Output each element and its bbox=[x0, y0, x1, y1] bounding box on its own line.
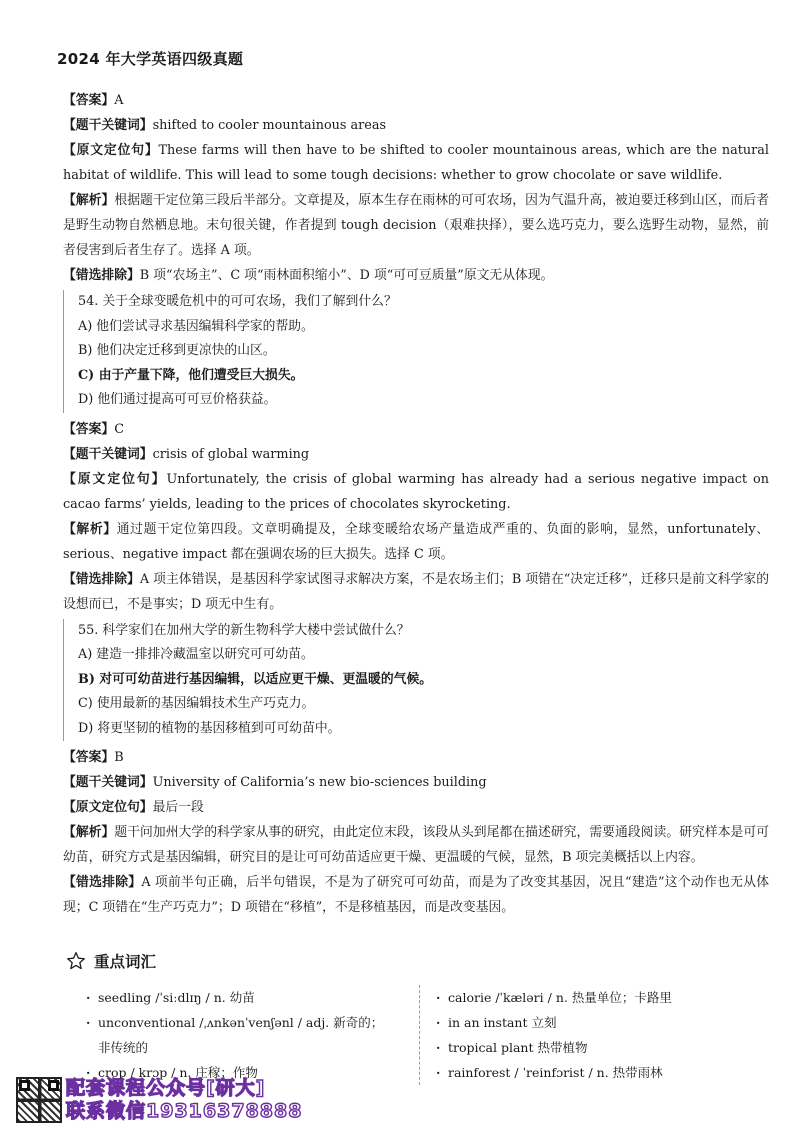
vocab-item: · crop / krɔp / n. 庄稼；作物 bbox=[86, 1060, 406, 1085]
elimination-paragraph bbox=[63, 567, 769, 617]
answer-paragraph bbox=[63, 88, 769, 113]
analysis-tag: 【解析】 bbox=[63, 193, 115, 208]
star-icon bbox=[66, 951, 86, 971]
question-stem: 55. 科学家们在加州大学的新生物科学大楼中尝试做什么？ bbox=[78, 622, 410, 638]
vocab-divider bbox=[419, 985, 420, 1085]
vocab-item: · in an instant 立刻 bbox=[436, 1010, 776, 1035]
question-54 bbox=[63, 290, 769, 413]
keyword-text: crisis of global warming bbox=[152, 446, 310, 462]
keyword-text: shifted to cooler mountainous areas bbox=[152, 118, 387, 133]
answer-text: C bbox=[114, 421, 124, 437]
analysis-tag: 【解析】 bbox=[63, 521, 117, 537]
vocab-item: · seedling /ˈsiːdlɪŋ / n. 幼苗 bbox=[86, 985, 406, 1010]
main-content bbox=[63, 88, 769, 920]
keyword-tag: 【题干关键词】 bbox=[63, 446, 153, 462]
keyword-tag: 【题干关键词】 bbox=[63, 775, 153, 790]
analysis-tag: 【解析】 bbox=[63, 825, 115, 840]
vocab-header bbox=[66, 950, 156, 972]
analysis-paragraph bbox=[63, 820, 769, 870]
answer-text: B bbox=[114, 750, 124, 765]
qr-code-icon bbox=[16, 1077, 62, 1123]
option-a: A) 他们尝试寻求基因编辑科学家的帮助。 bbox=[78, 318, 314, 334]
option-b-correct: B) 对可可幼苗进行基因编辑，以适应更干燥、更温暖的气候。 bbox=[78, 671, 433, 687]
promo-watermark-line1: 配套课程公众号[研大] bbox=[66, 1077, 266, 1099]
answer-tag: 【答案】 bbox=[63, 93, 115, 108]
source-tag: 【原文定位句】 bbox=[63, 800, 153, 815]
elimination-tag: 【错选排除】 bbox=[63, 875, 142, 890]
analysis-text: 通过题干定位第四段。文章明确提及，全球变暖给农场产量造成严重的、负面的影响，显然，unfortunately、serious、negative impact 都在强调农场的巨大损失。选择 C 项。 bbox=[63, 521, 770, 562]
answer-paragraph bbox=[63, 745, 769, 770]
keyword-paragraph bbox=[63, 113, 769, 138]
elimination-paragraph bbox=[63, 263, 769, 288]
source-tag: 【原文定位句】 bbox=[63, 143, 159, 158]
page-title: 2024 年大学英语四级真题 bbox=[57, 50, 244, 68]
source-paragraph bbox=[63, 138, 769, 188]
vocab-item: · unconventional /ˌʌnkənˈvenʃənl / adj. 新奇的； bbox=[86, 1010, 406, 1035]
keyword-paragraph bbox=[63, 770, 769, 795]
keyword-paragraph bbox=[63, 442, 769, 467]
vocab-item: · calorie /ˈkæləri / n. 热量单位；卡路里 bbox=[436, 985, 776, 1010]
analysis-paragraph bbox=[63, 517, 769, 567]
keyword-text: University of California’s new bio-sciences building bbox=[152, 775, 487, 790]
answer-text: A bbox=[114, 93, 124, 108]
source-paragraph bbox=[63, 795, 769, 820]
option-a: A) 建造一排排冷藏温室以研究可可幼苗。 bbox=[78, 647, 314, 662]
analysis-paragraph bbox=[63, 188, 769, 263]
option-c-correct: C) 由于产量下降，他们遭受巨大损失。 bbox=[78, 367, 304, 383]
source-paragraph bbox=[63, 467, 769, 517]
question-55 bbox=[63, 619, 769, 742]
elimination-text: B 项“农场主”、C 项“雨林面积缩小”、D 项“可可豆质量”原文无从体现。 bbox=[139, 268, 554, 283]
vocab-item: · tropical plant 热带植物 bbox=[436, 1035, 776, 1060]
option-b: B) 他们决定迁移到更凉快的山区。 bbox=[78, 343, 276, 358]
source-text: 最后一段 bbox=[152, 800, 204, 815]
elimination-text: A 项前半句正确，后半句错误，不是为了研究可可幼苗，而是为了改变其基因，况且“建造”这个动作也无从体现；C 项错在“生产巧克力”；D 项错在“移植”，不是移植基因，而是改变基因。 bbox=[63, 875, 769, 915]
source-text: Unfortunately, the crisis of global warming has already had a serious negative impact on cacao farms’ yields, leading to the prices of chocolates skyrocketing. bbox=[63, 471, 770, 512]
vocab-item-continuation: 非传统的 bbox=[98, 1040, 149, 1055]
analysis-text: 根据题干定位第三段后半部分。文章提及，原本生存在雨林的可可农场，因为气温升高，被迫要迁移到山区，而后者是野生动物自然栖息地。末句很关键，作者提到 tough decision（艰难抉择），要么选巧克力，要么选野生动物，显然，前者侵害到后者生存了。选择 A 项。 bbox=[63, 193, 770, 258]
option-d: D) 他们通过提高可可豆价格获益。 bbox=[78, 392, 277, 407]
elimination-tag: 【错选排除】 bbox=[63, 571, 140, 587]
elimination-text: A 项主体错误，是基因科学家试图寻求解决方案，不是农场主们；B 项错在“决定迁移”，迁移只是前文科学家的设想而已，不是事实；D 项无中生有。 bbox=[63, 571, 769, 612]
elimination-paragraph bbox=[63, 870, 769, 920]
option-d: D) 将更坚韧的植物的基因移植到可可幼苗中。 bbox=[78, 720, 341, 736]
answer-paragraph bbox=[63, 417, 769, 442]
answer-tag: 【答案】 bbox=[63, 750, 115, 765]
option-c: C) 使用最新的基因编辑技术生产巧克力。 bbox=[78, 696, 315, 711]
answer-tag: 【答案】 bbox=[63, 421, 115, 437]
keyword-tag: 【题干关键词】 bbox=[63, 118, 153, 133]
promo-watermark-line2: 联系微信19316378888 bbox=[66, 1100, 303, 1122]
elimination-tag: 【错选排除】 bbox=[63, 268, 140, 283]
source-text: These farms will then have to be shifted to cooler mountainous areas, which are the natural habitat of wildlife. This will lead to some tough decisions: whether to grow chocolate or save wildlife. bbox=[63, 143, 769, 183]
vocab-title: 重点词汇 bbox=[94, 953, 157, 971]
source-tag: 【原文定位句】 bbox=[63, 471, 167, 487]
vocab-list-left bbox=[86, 985, 406, 1085]
analysis-text: 题干问加州大学的科学家从事的研究，由此定位末段，该段从头到尾都在描述研究，需要通段阅读。研究样本是可可幼苗，研究方式是基因编辑，研究目的是让可可幼苗适应更干燥、更温暖的气候，显然，B 项完美概括以上内容。 bbox=[63, 825, 770, 865]
vocab-item: · rainforest / ˈreinfɔrist / n. 热带雨林 bbox=[436, 1060, 776, 1085]
vocab-list-right bbox=[436, 985, 776, 1085]
question-stem: 54. 关于全球变暖危机中的可可农场，我们了解到什么？ bbox=[78, 294, 397, 309]
